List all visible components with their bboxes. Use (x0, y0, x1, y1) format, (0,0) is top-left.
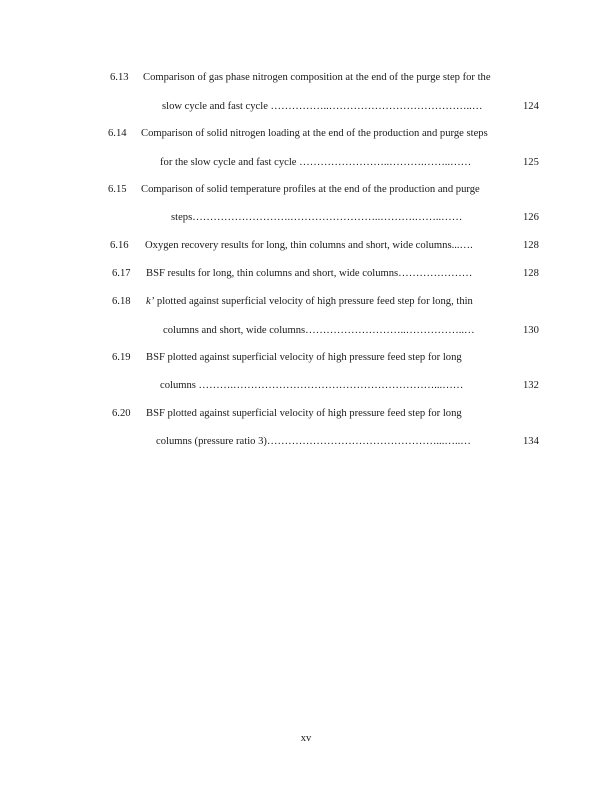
figure-number: 6.16 (110, 240, 129, 251)
page-number-footer: xv (300, 733, 312, 744)
figure-title-line1: BSF plotted against superficial velocity of high pressure feed step for long (146, 408, 462, 419)
figure-title-line1 (146, 296, 473, 308)
page-reference: 132 (523, 380, 539, 391)
figure-title-line2: columns ……….…………………………………………………...…… (160, 380, 464, 391)
figure-number: 6.15 (108, 184, 127, 195)
page-reference: 128 (523, 240, 539, 251)
figure-title-line1: BSF plotted against superficial velocity of high pressure feed step for long (146, 352, 462, 363)
page-reference: 134 (523, 436, 539, 447)
figure-title-line2: for the slow cycle and fast cycle ……………………..……….……..…… (160, 157, 472, 168)
figure-title-line1: Comparison of gas phase nitrogen composition at the end of the purge step for the (143, 72, 491, 83)
page-reference: 124 (523, 101, 539, 112)
figure-title-text: plotted against superficial velocity of high pressure feed step for long, thin (156, 296, 473, 307)
k-prime-symbol: k’ (146, 296, 155, 307)
figure-title-line1: BSF results for long, thin columns and short, wide columns………………… (146, 268, 473, 279)
figure-title-line2: columns and short, wide columns………………………..……………..… (163, 325, 475, 336)
page-reference: 126 (523, 212, 539, 223)
figure-number: 6.17 (112, 268, 131, 279)
page-reference: 128 (523, 268, 539, 279)
figure-number: 6.19 (112, 352, 131, 363)
figure-title-line1: Comparison of solid temperature profiles at the end of the production and purge (141, 184, 480, 195)
figure-number: 6.13 (110, 72, 129, 83)
page-reference: 125 (523, 157, 539, 168)
figure-title-line1: Oxygen recovery results for long, thin columns and short, wide columns...…. (145, 240, 473, 251)
figure-title-line2: columns (pressure ratio 3)…………………………………………...…..… (156, 436, 471, 447)
figure-title-line1: Comparison of solid nitrogen loading at the end of the production and purge steps (141, 128, 488, 139)
figure-title-line2: slow cycle and fast cycle ……………..…………………………………..… (162, 101, 483, 112)
figure-title-line2: steps……………………….……………………..……….……..…… (171, 212, 463, 223)
figure-number: 6.18 (112, 296, 131, 307)
page-reference: 130 (523, 325, 539, 336)
figure-number: 6.20 (112, 408, 131, 419)
figure-number: 6.14 (108, 128, 127, 139)
